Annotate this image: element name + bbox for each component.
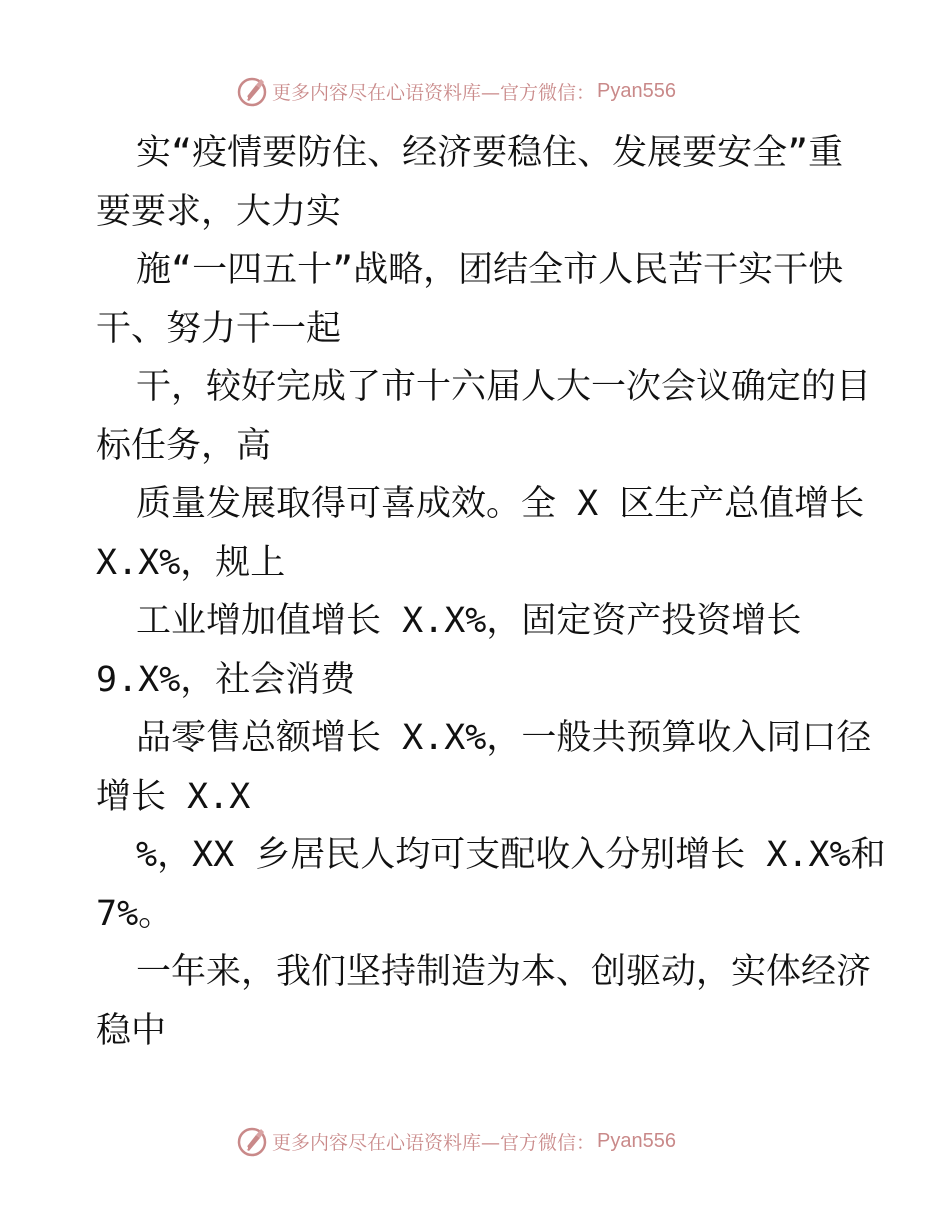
pen-logo-icon <box>236 1125 268 1157</box>
text-line: 干、努力干一起 <box>96 308 342 349</box>
footer-watermark <box>236 1124 756 1158</box>
text-line: 7%。 <box>96 893 174 934</box>
watermark-wechat-id: Pyan556 <box>597 1129 676 1152</box>
watermark-text: 更多内容尽在心语资料库—官方微信： <box>272 81 596 104</box>
header-watermark <box>236 74 756 108</box>
text-line: 9.X%，社会消费 <box>96 659 356 700</box>
text-line: 质量发展取得可喜成效。全 X 区生产总值增长 <box>136 484 865 524</box>
watermark-text: 更多内容尽在心语资料库—官方微信： <box>272 1131 596 1154</box>
document-body <box>96 124 896 1060</box>
text-line: 要要求，大力实 <box>96 191 342 232</box>
text-line: 增长 X.X <box>96 776 251 817</box>
text-line: 标任务，高 <box>96 425 272 466</box>
text-line: 干，较好完成了市十六届人大一次会议确定的目 <box>136 367 872 407</box>
text-line: 一年来，我们坚持制造为本、创驱动，实体经济 <box>136 952 872 992</box>
text-line: 实“疫情要防住、经济要稳住、发展要安全”重 <box>136 133 844 173</box>
text-line: 稳中 <box>96 1010 167 1051</box>
text-line: 工业增加值增长 X.X%，固定资产投资增长 <box>136 601 802 641</box>
text-line: %，XX 乡居民人均可支配收入分别增长 X.X%和 <box>136 835 886 875</box>
text-line: 施“一四五十”战略，团结全市人民苦干实干快 <box>136 250 844 290</box>
watermark-wechat-id: Pyan556 <box>597 79 676 102</box>
text-line: X.X%，规上 <box>96 542 286 583</box>
text-line: 品零售总额增长 X.X%，一般共预算收入同口径 <box>136 718 872 758</box>
pen-logo-icon <box>236 75 268 107</box>
